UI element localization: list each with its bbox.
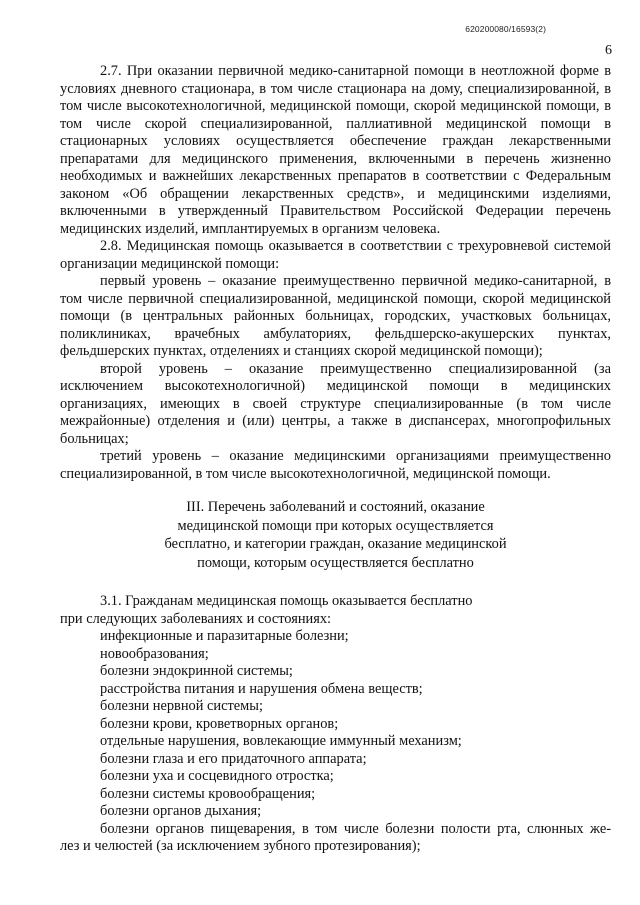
paragraph-level-3: третий уровень – оказание медицинскими организациями преимущественно специализированной, в том числе высокотехнологичной, медицинской помощи. [60,448,611,482]
page-number: 6 [605,43,612,58]
section-3-heading [60,498,611,572]
list-item: болезни органов дыхания; [100,803,262,820]
paragraph-2-8: 2.8. Медицинская помощь оказывается в соответствии с трехуровневой системой организации медицинской помощи: [60,238,611,272]
list-item: расстройства питания и нарушения обмена веществ; [100,680,423,697]
paragraph-3-1-line-1: 3.1. Гражданам медицинская помощь оказывается бесплатно [100,593,473,610]
list-item: отдельные нарушения, вовлекающие иммунный механизм; [100,733,462,750]
spacer [60,572,611,593]
list-item: болезни крови, кроветворных органов; [100,715,339,732]
paragraph-level-2: второй уровень – оказание преимущественно специализированной (за исключением высокотехнологичной) медицинской помощи в медицинских организациях, имеющих в своей структуре специализированные (в том числе межрайонные) отделения и (или) центры, а также в диспансерах, многопрофильных больницах; [60,360,611,447]
paragraph-3-1-line-2: при следующих заболеваниях и состояниях: [60,610,332,627]
list-item: болезни глаза и его придаточного аппарата; [100,750,367,767]
document-id: 620200080/16593(2) [465,24,546,34]
list-item: болезни органов пищеварения, в том числе болезни полости рта, слюнных же- [100,820,611,837]
list-item: новообразования; [100,645,209,662]
heading-line: помощи, которым осуществляется бесплатно [197,554,474,571]
conditions-list [60,628,611,856]
heading-line: III. Перечень заболеваний и состояний, оказание [186,499,485,515]
heading-line: бесплатно, и категории граждан, оказание медицинской [164,536,507,553]
list-item: болезни эндокринной системы; [100,663,293,680]
page-content [60,63,611,856]
paragraph-2-7: 2.7. При оказании первичной медико-санитарной помощи в неотложной форме в условиях дневного стационара, в том числе стационара на дому, специализированной, в том числе высокотехнологичной, медицинской помощи, скорой медицинской помощи, в том числе скорой специализированной, паллиативной медицинской помощи в стационарных условиях осуществляется обеспечение граждан лекарственными препаратами для медицинского применения, включенными в перечень жизненно необходимых и важнейших лекарственных препаратов в соответствии с Федеральным законом «Об обращении лекарственных средств», и медицинскими изделиями, включенными в утвержденный Правительством Российской Федерации перечень медицинских изделий, имплантируемых в организм человека. [60,63,611,237]
list-item: инфекционные и паразитарные болезни; [100,628,349,645]
list-item-continuation: лез и челюстей (за исключением зубного протезирования); [60,838,421,855]
heading-line: медицинской помощи при которых осуществляется [177,517,494,534]
list-item: болезни системы кровообращения; [100,785,316,802]
paragraph-level-1: первый уровень – оказание преимущественно первичной медико-санитарной, в том числе первичной специализированной, медицинской помощи, скорой медицинской помощи (в центральных районных больницах, городских, участковых больницах, поликлиниках, врачебных амбулаториях, фельдшерско-акушерских пунктах, фельдшерских пунктах, отделениях и станциях скорой медицинской помощи); [60,273,611,359]
list-item: болезни нервной системы; [100,698,263,715]
list-item: болезни уха и сосцевидного отростка; [100,768,334,785]
